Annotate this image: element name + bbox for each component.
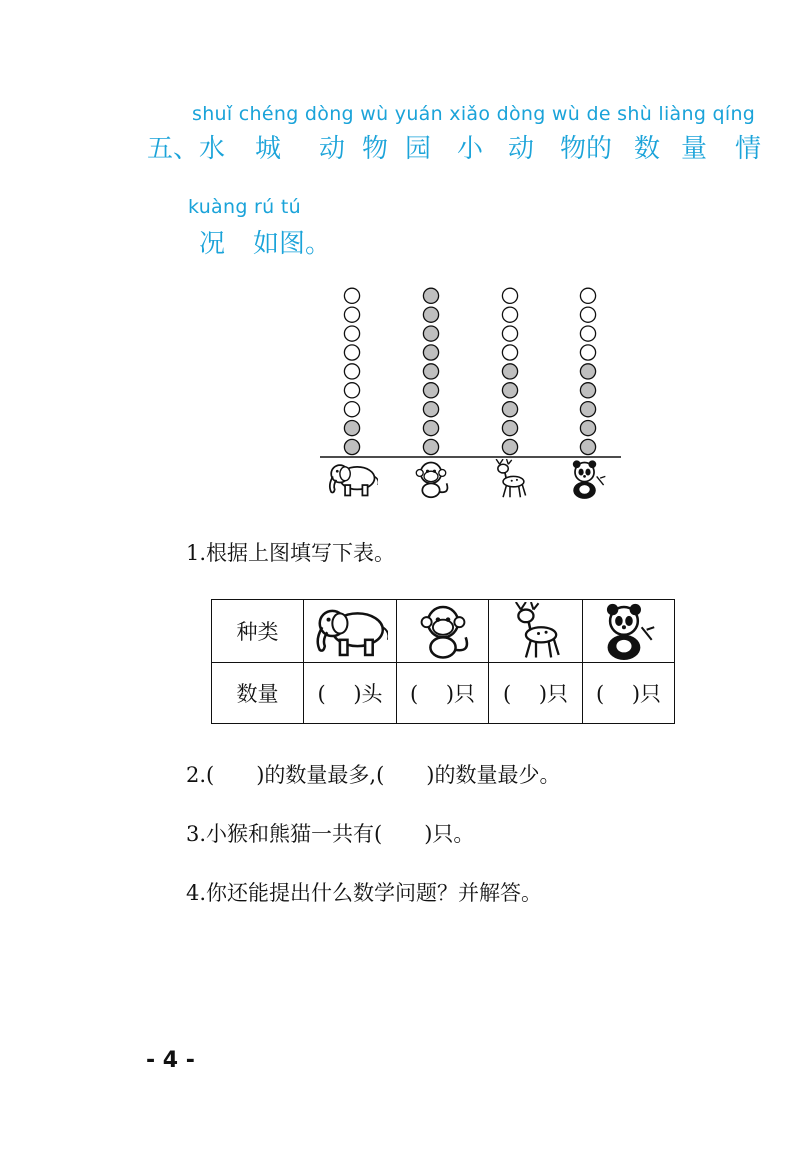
table-deer-icon — [498, 618, 574, 642]
title-char: 数 — [633, 134, 660, 164]
bead-empty — [502, 345, 517, 360]
title-char: 况 — [199, 229, 226, 259]
title-char: 动 — [318, 134, 345, 164]
bead-filled — [580, 421, 595, 436]
bead-filled — [580, 439, 595, 454]
bead-empty — [580, 288, 595, 303]
bead-empty — [580, 326, 595, 341]
bead-empty — [344, 383, 359, 398]
table-elephant-icon — [312, 618, 388, 642]
bead-empty — [344, 402, 359, 417]
table-header-kind: 种类 — [212, 600, 304, 663]
table-panda-icon — [591, 618, 667, 642]
bead-empty — [344, 288, 359, 303]
answer-cell-deer[interactable]: ( )只 — [489, 663, 583, 724]
bead-filled — [580, 402, 595, 417]
title-char: 量 — [680, 134, 707, 164]
title-char: 城 — [254, 134, 281, 164]
bead-empty — [580, 345, 595, 360]
bead-empty — [502, 288, 517, 303]
question-3: 3.小猴和熊猫一共有( )只。 — [186, 822, 475, 846]
bead-empty — [502, 326, 517, 341]
answer-cell-elephant[interactable]: ( )头 — [304, 663, 397, 724]
table-icon-cell — [489, 600, 583, 663]
bead-filled — [502, 421, 517, 436]
elephant-icon — [324, 459, 380, 503]
answer-cell-monkey[interactable]: ( )只 — [397, 663, 489, 724]
bead-empty — [580, 307, 595, 322]
table-icon-cell — [304, 600, 397, 663]
title-hanzi-line2 — [199, 223, 331, 260]
table-icon-cell — [583, 600, 675, 663]
bead-empty — [344, 307, 359, 322]
bead-filled — [502, 383, 517, 398]
bead-filled — [502, 439, 517, 454]
bead-filled — [423, 307, 438, 322]
title-char: 动 — [507, 134, 534, 164]
bead-filled — [423, 326, 438, 341]
bead-filled — [502, 364, 517, 379]
bead-filled — [580, 364, 595, 379]
table-monkey-icon — [405, 618, 481, 642]
page-number: - 4 - — [146, 1048, 195, 1073]
bead-filled — [423, 402, 438, 417]
bead-empty — [344, 364, 359, 379]
title-char: 园 — [404, 134, 431, 164]
title-char: 小 — [456, 134, 483, 164]
title-char: 五、水 — [147, 134, 226, 164]
bead-filled — [423, 421, 438, 436]
bead-filled — [344, 439, 359, 454]
bead-filled — [423, 439, 438, 454]
bead-filled — [502, 402, 517, 417]
bead-filled — [580, 383, 595, 398]
title-char: 情 — [734, 134, 761, 164]
question-1: 1.根据上图填写下表。 — [186, 541, 396, 565]
title-char: 如图。 — [253, 229, 332, 259]
answer-cell-panda[interactable]: ( )只 — [583, 663, 675, 724]
title-hanzi-line1 — [147, 128, 775, 165]
bead-empty — [344, 345, 359, 360]
answer-table — [211, 599, 675, 724]
bead-filled — [344, 421, 359, 436]
bead-empty — [502, 307, 517, 322]
bead-filled — [423, 288, 438, 303]
deer-icon — [482, 459, 538, 503]
question-2: 2.( )的数量最多,( )的数量最少。 — [186, 763, 561, 787]
monkey-icon — [403, 459, 459, 503]
table-header-count: 数量 — [212, 663, 304, 724]
bead-filled — [423, 383, 438, 398]
question-4: 4.你还能提出什么数学问题？并解答。 — [186, 881, 543, 905]
title-pinyin-line2: kuàng rú tú — [188, 196, 301, 218]
bead-empty — [344, 326, 359, 341]
panda-icon — [560, 459, 616, 503]
title-char: 物的 — [559, 134, 612, 164]
bead-filled — [423, 364, 438, 379]
bead-chart — [320, 282, 630, 504]
table-icon-cell — [397, 600, 489, 663]
bead-filled — [423, 345, 438, 360]
title-char: 物 — [361, 134, 388, 164]
title-pinyin-line1: shuǐ chéng dòng wù yuán xiǎo dòng wù de shù liàng qíng — [192, 103, 756, 125]
